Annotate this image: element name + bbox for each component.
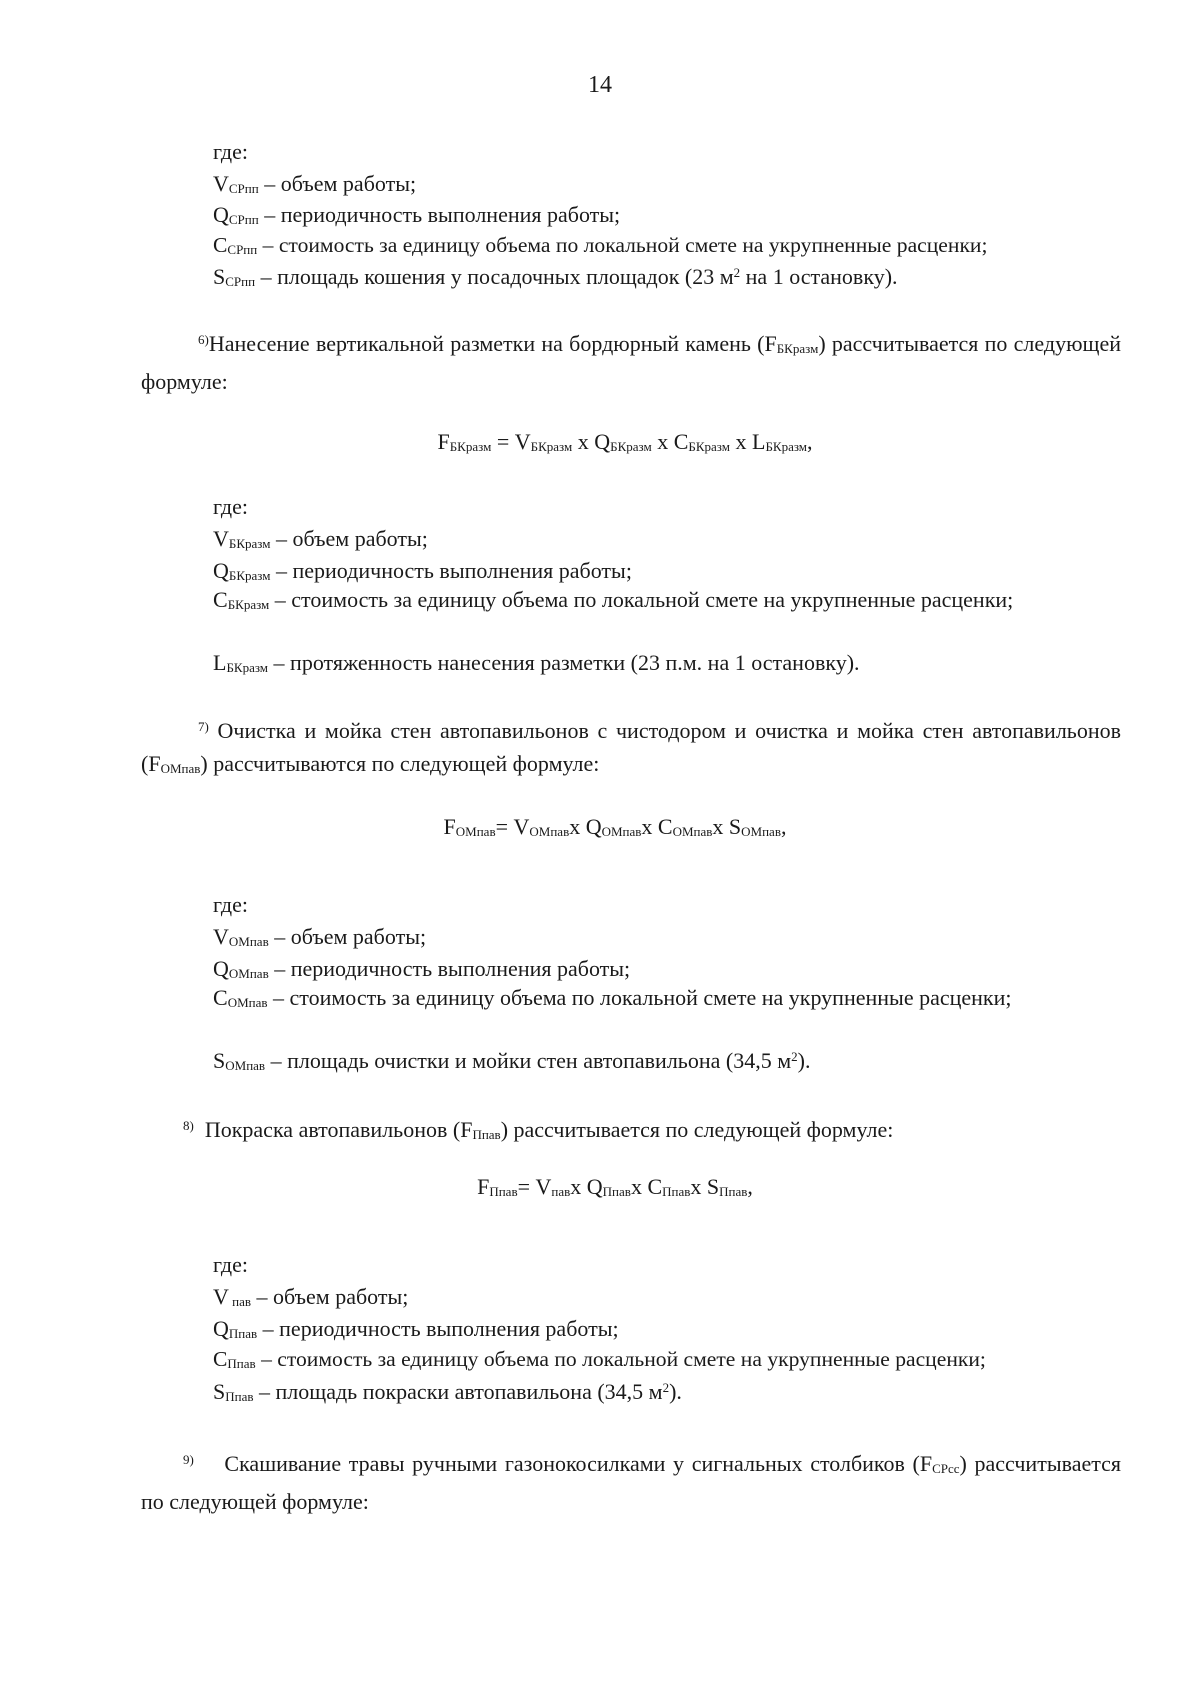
where-label: где: xyxy=(213,1252,248,1277)
definition-line: $C_{CPпп}$ – стоимость за единицу объема по локальной смете на укрупненные расценки; xyxy=(213,233,988,257)
formula-7: $F_{OMпав}= V_{OMпав}x$ $Q_{OMпав}x$ $C_{OMпав}x$ $S_{OMпав}$, xyxy=(443,814,787,839)
definition-line: $Q_{БКразм}$ – периодичность выполнения работы; xyxy=(213,558,632,583)
definition-line: $V_{CPпп}$ – объем работы; xyxy=(213,171,417,196)
where-label: где: xyxy=(213,139,248,164)
paragraph-8: $^{8)}$ Покраска автопавильонов $(F_{Ппав})$ рассчитывается по следующей формуле: xyxy=(183,1117,894,1142)
paragraph-6: $^{6)}$Нанесение вертикальной разметки на бордюрный камень $(F_{БКразм})$ рассчитывается по следующей формуле: xyxy=(141,331,1121,394)
definition-line: $S_{Ппав}$ – площадь покраски автопавильона (34,5 $м^2$). xyxy=(213,1379,682,1404)
definition-line: $Q_{CPпп}$ – периодичность выполнения работы; xyxy=(213,202,621,227)
definition-line: $Q_{Ппав}$ – периодичность выполнения работы; xyxy=(213,1316,619,1341)
formula-8: $F_{Ппав}= V_{пав}x$ $Q_{Ппав}x$ $C_{Ппав}x$ $S_{Ппав}$, xyxy=(477,1174,753,1199)
paragraph-7: $^{7)}$ Очистка и мойка стен автопавильонов с чистодором и очистка и мойка стен автопавильонов $(F_{OMпав})$ рассчитываются по следующей формуле: xyxy=(141,718,1121,776)
definition-line: $L_{БКразм}$ – протяженность нанесения разметки (23 п.м. на 1 остановку). xyxy=(213,650,860,675)
where-label: где: xyxy=(213,494,248,519)
definition-line: $C_{БКразм}$ – стоимость за единицу объема по локальной смете на укрупненные расценки; xyxy=(213,587,1014,612)
where-label: где: xyxy=(213,892,248,917)
definition-line: $C_{OMпав}$ – стоимость за единицу объема по локальной смете на укрупненные расценки; xyxy=(213,985,1012,1010)
definition-line: $S_{CPпп}$ – площадь кошения у посадочных площадок (23 $м^2$ на 1 остановку). xyxy=(213,264,898,289)
definition-line: $S_{OMпав}$ – площадь очистки и мойки стен автопавильона (34,5 $м^2$). xyxy=(213,1048,811,1073)
formula-6: $F_{БКразм} = V_{БКразм}$ x $Q_{БКразм}$ x $C_{БКразм}$ x $L_{БКразм}$, xyxy=(437,429,813,454)
definition-line: $V_{OMпав}$ – объем работы; xyxy=(213,924,427,949)
definition-line: $Q_{OMпав}$ – периодичность выполнения работы; xyxy=(213,956,631,981)
paragraph-9: $^{9)}$ Скашивание травы ручными газонокосилками у сигнальных столбиков $(F_{CPсс})$ рассчитывается по следующей формуле: xyxy=(141,1451,1121,1514)
definition-line: V $_{пав}$ – объем работы; xyxy=(213,1284,409,1309)
definition-line: $C_{Ппав}$ – стоимость за единицу объема по локальной смете на укрупненные расценки; xyxy=(213,1347,986,1371)
definition-line: $V_{БКразм}$ – объем работы; xyxy=(213,526,428,551)
page-number: 14 xyxy=(588,72,612,98)
